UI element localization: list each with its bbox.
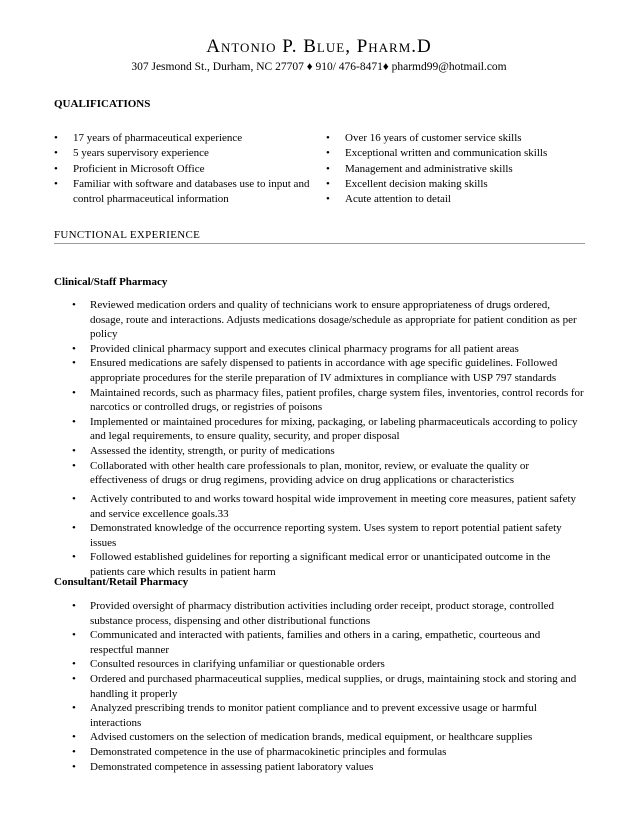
bullet-icon: • — [72, 551, 76, 564]
bullet-icon: • — [72, 444, 76, 457]
bullet-icon: • — [326, 162, 330, 175]
bullet-icon: • — [326, 147, 330, 160]
list-item — [72, 521, 584, 550]
bullet-icon: • — [72, 629, 76, 642]
bullet-icon: • — [54, 162, 58, 175]
list-item — [326, 131, 586, 146]
qualification-text: Over 16 years of customer service skills — [345, 132, 522, 144]
bullet-icon: • — [72, 459, 76, 472]
duty-text: Maintained records, such as pharmacy files, patient profiles, charge system files, inventories, control records for narcotics or controlled drugs, or registries of poisons — [90, 386, 584, 414]
bullet-icon: • — [326, 132, 330, 144]
duty-text: Assessed the identity, strength, or purity of medications — [90, 444, 335, 457]
bullet-icon: • — [72, 702, 76, 715]
list-item — [72, 444, 584, 459]
list-item — [72, 657, 584, 672]
bullet-icon: • — [72, 745, 76, 758]
qualification-text: Exceptional written and communication skills — [345, 147, 548, 160]
list-item — [72, 459, 584, 488]
duty-text: Ensured medications are safely dispensed to patients in accordance with age specific guidelines. Followed appropriate procedures for the sterile preparation of IV admixtures in compliance with USP 797 standards — [90, 357, 558, 384]
bullet-icon: • — [54, 132, 58, 144]
list-item — [72, 745, 584, 760]
duty-text: Followed established guidelines for reporting a significant medical error or unanticipated outcome in the patients care which results in patient harm — [90, 551, 551, 578]
duty-text: Implemented or maintained procedures for mixing, packaging, or labeling pharmaceuticals according to policy and legal requirements, to ensure quality, security, and proper disposal — [90, 415, 578, 443]
bullet-icon: • — [72, 600, 76, 612]
list-item — [72, 730, 584, 745]
qualification-text: Excellent decision making skills — [345, 177, 488, 190]
list-item — [326, 192, 586, 207]
candidate-name: Antonio P. Blue, Pharm.D — [206, 36, 432, 57]
duty-text: Ordered and purchased pharmaceutical supplies, medical supplies, or drugs, maintaining stock and storing and handling it properly — [90, 672, 577, 700]
list-item — [54, 162, 316, 177]
list-item — [326, 146, 586, 161]
qualifications-right-list — [326, 131, 586, 207]
bullet-icon: • — [72, 357, 76, 370]
qualification-text: Management and administrative skills — [345, 162, 513, 175]
list-item — [72, 356, 584, 385]
bullet-icon: • — [54, 177, 58, 190]
duty-text: Reviewed medication orders and quality of technicians work to ensure appropriateness of drugs ordered, dosage, route and interactions. Adjusts medications dosage/schedule as appropriate for patient condition as per policy — [90, 299, 577, 341]
bullet-icon: • — [72, 522, 76, 535]
bullet-icon: • — [72, 415, 76, 428]
qualifications-heading: QUALIFICATIONS — [54, 98, 151, 110]
clinical-list-1 — [72, 298, 584, 488]
list-item — [72, 701, 584, 730]
list-item — [72, 599, 584, 628]
list-item — [54, 177, 316, 208]
qualification-text: 17 years of pharmaceutical experience — [73, 132, 243, 144]
list-item — [72, 386, 584, 415]
bullet-icon: • — [72, 299, 76, 311]
duty-text: Provided clinical pharmacy support and executes clinical pharmacy programs for all patient areas — [90, 342, 519, 355]
duty-text: Demonstrated knowledge of the occurrence reporting system. Uses system to report potential patient safety issues — [90, 522, 562, 549]
clinical-heading: Clinical/Staff Pharmacy — [54, 276, 168, 288]
list-item — [72, 342, 584, 357]
qualification-text: Acute attention to detail — [345, 193, 451, 206]
duty-text: Collaborated with other health care professionals to plan, monitor, review, or evaluate the quality or effectiveness of drugs or drug regimens, providing advice on drug applications or characteristics — [90, 459, 530, 487]
qualification-text: Proficient in Microsoft Office — [73, 162, 205, 175]
bullet-icon: • — [72, 672, 76, 685]
bullet-icon: • — [326, 193, 330, 206]
bullet-icon: • — [72, 760, 76, 773]
bullet-icon: • — [72, 342, 76, 355]
duty-text: Communicated and interacted with patients, families and others in a caring, empathetic, courteous and respectful manner — [90, 629, 541, 656]
consultant-list — [72, 599, 584, 774]
duty-text: Demonstrated competence in the use of pharmacokinetic principles and formulas — [90, 745, 447, 758]
qualification-text: Familiar with software and databases use to input and control pharmaceutical information — [73, 177, 310, 206]
section-divider — [54, 243, 585, 244]
bullet-icon: • — [72, 493, 76, 505]
list-item — [72, 492, 584, 521]
duty-text: Advised customers on the selection of medication brands, medical equipment, or healthcare supplies — [90, 731, 533, 744]
duty-text: Demonstrated competence in assessing patient laboratory values — [90, 760, 374, 773]
bullet-icon: • — [72, 386, 76, 399]
duty-text: Consulted resources in clarifying unfamiliar or questionable orders — [90, 658, 385, 671]
list-item — [72, 672, 584, 701]
clinical-list-2 — [72, 492, 584, 580]
list-item — [72, 760, 584, 775]
list-item — [54, 146, 316, 161]
bullet-icon: • — [72, 658, 76, 671]
bullet-icon: • — [72, 731, 76, 744]
consultant-heading: Consultant/Retail Pharmacy — [54, 576, 189, 588]
list-item — [54, 131, 316, 146]
duty-text: Analyzed prescribing trends to monitor patient compliance and to prevent excessive usage or harmful interactions — [90, 702, 537, 729]
bullet-icon: • — [326, 177, 330, 190]
list-item — [72, 298, 584, 342]
bullet-icon: • — [54, 147, 58, 160]
duty-text: Actively contributed to and works toward hospital wide improvement in meeting core measures, patient safety and service excellence goals.33 — [90, 493, 577, 520]
list-item — [72, 628, 584, 657]
duty-text: Provided oversight of pharmacy distribution activities including order receipt, product storage, controlled substance process, dispensing and other distributional functions — [90, 600, 555, 627]
list-item — [326, 162, 586, 177]
list-item — [326, 177, 586, 192]
contact-line: 307 Jesmond St., Durham, NC 27707 ♦ 910/ 476-8471♦ pharmd99@hotmail.com — [131, 61, 507, 73]
qualification-text: 5 years supervisory experience — [73, 147, 209, 160]
list-item — [72, 415, 584, 444]
qualifications-left-list — [54, 131, 316, 207]
functional-experience-heading: FUNCTIONAL EXPERIENCE — [54, 229, 201, 241]
